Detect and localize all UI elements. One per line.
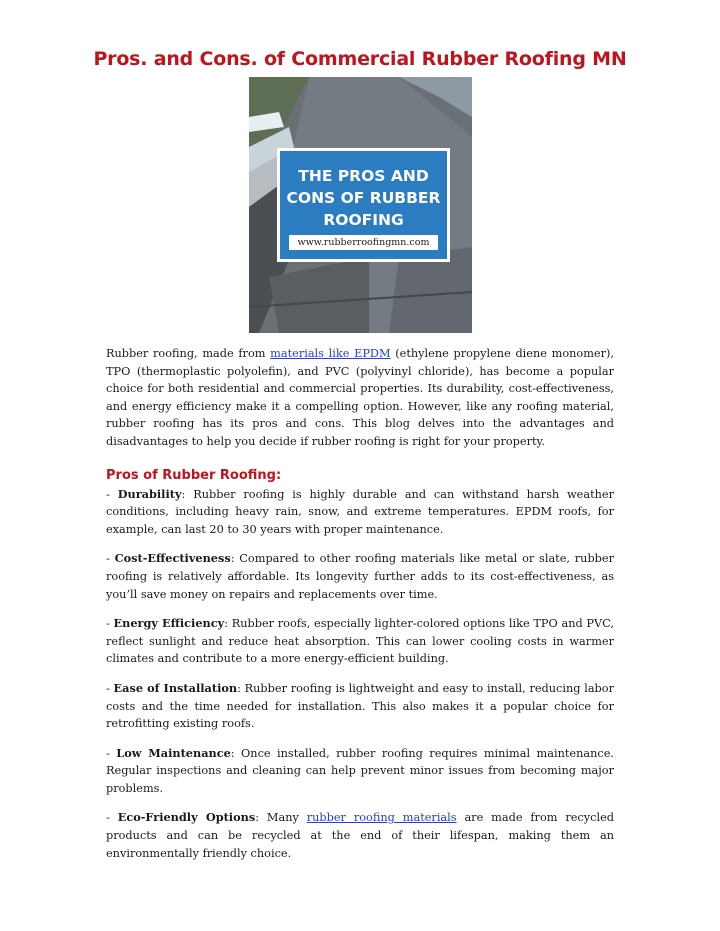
- pro-term: Low Maintenance: [116, 745, 231, 760]
- rubber-roofing-materials-link[interactable]: rubber roofing materials: [306, 811, 457, 825]
- bullet-dash: -: [106, 746, 117, 760]
- hero-headline: THE PROS AND CONS OF RUBBER ROOFING: [286, 167, 441, 229]
- pro-term: Cost-Effectiveness: [114, 551, 231, 566]
- pro-term: Durability: [117, 486, 182, 501]
- pro-item-cost: [106, 550, 614, 603]
- pro-text: : Once installed, rubber roofing requires minimal maintenance. Regular inspections and cleaning can help prevent minor issues from becoming major problems.: [106, 746, 614, 795]
- pros-heading: Pros of Rubber Roofing:: [106, 467, 282, 483]
- intro-text-end: (ethylene propylene diene monomer), TPO (thermoplastic polyolefin), and PVC (polyvinyl chloride), has become a popular choice for both residential and commercial properties. Its durability, cost-effectiveness, and energy efficiency make it a compelling option. However, like any roofing material, rubber roofing has its pros and cons. This blog delves into the advantages and disadvantages to help you decide if rubber roofing is right for your property.: [106, 347, 614, 448]
- article-body: [106, 345, 614, 874]
- pro-item-eco: [106, 809, 614, 862]
- pro-term: Energy Efficiency: [113, 616, 225, 631]
- pro-text: : Rubber roofs, especially lighter-colored options like TPO and PVC, reflect sunlight and reduce heat absorption. This can lower cooling costs in warmer climates and contribute to a more energy-efficient building.: [106, 617, 614, 666]
- bullet-dash: -: [106, 487, 118, 501]
- bullet-dash: -: [106, 811, 118, 825]
- bullet-dash: -: [106, 552, 115, 566]
- pro-item-durability: [106, 486, 614, 539]
- pro-item-installation: [106, 680, 614, 733]
- intro-text-start: Rubber roofing, made from: [106, 347, 271, 360]
- pro-text: : Compared to other roofing materials like metal or slate, rubber roofing is relatively affordable. Its longevity further adds to its cost-effectiveness, as you’ll save money on repairs and replacements over time.: [106, 552, 614, 601]
- intro-paragraph: [106, 345, 614, 451]
- epdm-materials-link[interactable]: materials like EPDM: [270, 347, 391, 360]
- bullet-dash: -: [106, 681, 114, 695]
- pro-term: Eco-Friendly Options: [117, 810, 256, 825]
- pro-item-maintenance: [106, 745, 614, 798]
- pro-text-start: : Many: [255, 811, 307, 825]
- hero-image: [249, 77, 472, 333]
- pro-text: : Rubber roofing is lightweight and easy to install, reducing labor costs and the time needed for installation. This also makes it a popular choice for retrofitting existing roofs.: [106, 681, 614, 731]
- hero-url: www.rubberroofingmn.com: [289, 235, 438, 250]
- pro-item-energy: [106, 615, 614, 668]
- hero-banner: [277, 148, 450, 262]
- page-title: Pros. and Cons. of Commercial Rubber Roofing MN: [93, 48, 627, 70]
- pro-term: Ease of Installation: [113, 680, 238, 695]
- pro-text-end: are made from recycled products and can be recycled at the end of their lifespan, making them an environmentally friendly choice.: [106, 811, 614, 860]
- bullet-dash: -: [106, 617, 114, 631]
- pro-text: : Rubber roofing is highly durable and can withstand harsh weather conditions, including heavy rain, snow, and extreme temperatures. EPDM roofs, for example, can last 20 to 30 years with proper maintenance.: [106, 487, 614, 536]
